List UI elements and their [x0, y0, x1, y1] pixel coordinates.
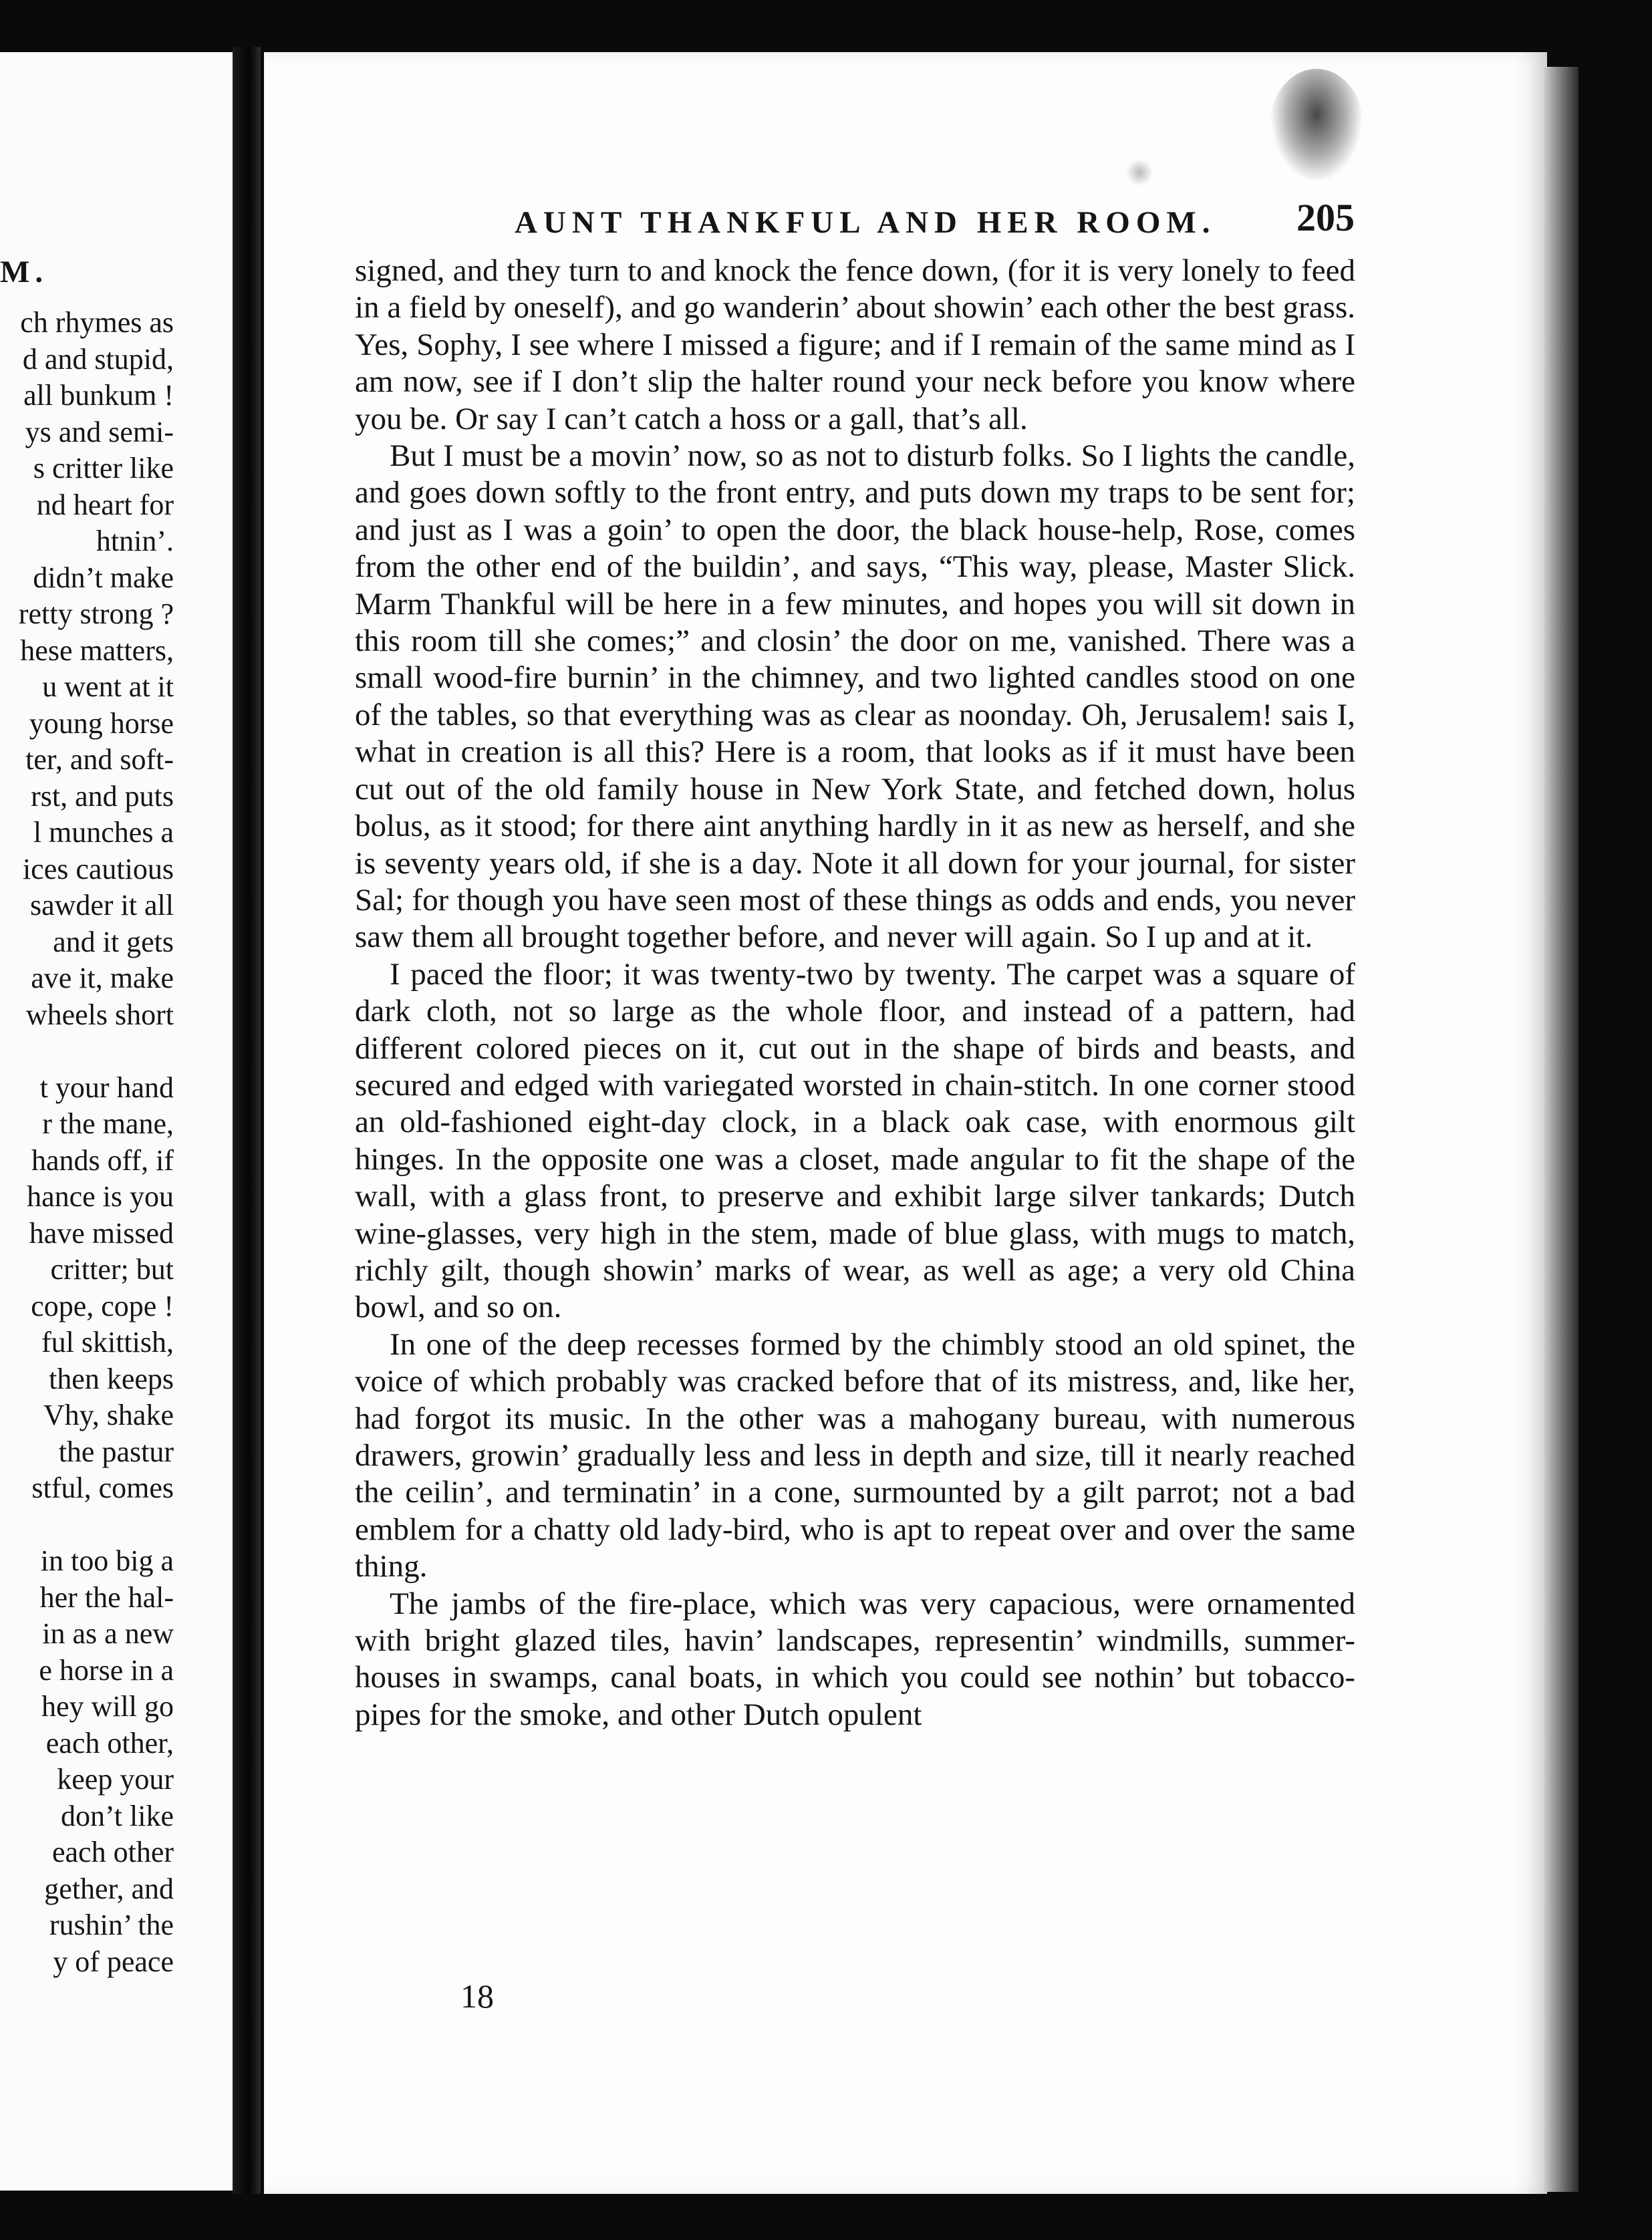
- left-text-line: nd heart for: [36, 488, 174, 521]
- paragraph: signed, and they turn to and knock the fence down, (for it is very lonely to feed in a field by oneself), and go wanderin’ about showin’ each other the best grass. Yes, Sophy, I see where I missed a figure; and if I remain of the same mind as I am now, see if I don’t slip the halter round your neck before you know where you be. Or say I can’t catch a hoss or a gall, that’s all.: [355, 253, 1355, 436]
- left-text-line: each other: [52, 1836, 174, 1868]
- left-text-line: and it gets: [53, 925, 174, 958]
- left-text-line: ys and semi-: [25, 415, 174, 448]
- page-edge-shadow: [1544, 67, 1578, 2192]
- left-page-text: [19, 305, 174, 1980]
- left-text-line: cope, cope !: [31, 1289, 174, 1322]
- paragraph: In one of the deep recesses formed by the chimbly stood an old spinet, the voice of which probably was cracked before that of its mistress, and, like her, had forgot its music. In the other was a mahogany bureau, with numerous drawers, growin’ gradually less and less in depth and size, till it nearly reached the ceilin’, and terminatin’ in a cone, surmounted by a gilt parrot; not a bad emblem for a chatty old lady-bird, who is apt to repeat over and over the same thing.: [355, 1326, 1355, 1584]
- left-text-line: sawder it all: [29, 889, 174, 922]
- left-text-line: young horse: [29, 706, 174, 740]
- left-text-line: the pastur: [58, 1435, 174, 1468]
- left-text-line: l munches a: [33, 816, 174, 849]
- left-text-line: t your hand: [39, 1071, 174, 1104]
- left-running-head: M.: [0, 255, 49, 289]
- right-page: [264, 52, 1547, 2194]
- left-text-line: ices cautious: [22, 852, 174, 885]
- paragraph: But I must be a movin’ now, so as not to disturb folks. So I lights the candle, and goes down softly to the front entry, and puts down my traps to be sent for; and just as I was a goin’ to open the door, the black house-help, Rose, comes from the other end of the buildin’, and says, “This way, please, Master Slick. Marm Thankful will be here in a few minutes, and hopes you will sit down in this room till she comes;” and closin’ the door on me, vanished. There was a small wood-fire burnin’ in the chimney, and two lighted candles stood on one of the tables, so that everything was as clear as noonday. Oh, Jerusalem! sais I, what in creation is all this? Here is a room, that looks as if it must have been cut out of the old family house in New York State, and fetched down, holus bolus, as it stood; for there aint anything hardly in it as new as herself, and she is seventy years old, if she is a day. Note it all down for your journal, for sister Sal; for though you have seen most of these things as odds and ends, you never saw them all brought together before, and never will again. So I up and at it.: [355, 438, 1355, 955]
- left-text-line: hands off, if: [31, 1143, 174, 1177]
- left-text-line: keep your: [57, 1763, 174, 1796]
- left-text-line: didn’t make: [33, 561, 174, 594]
- left-text-line: [19, 1033, 174, 1070]
- left-text-line: wheels short: [25, 998, 174, 1031]
- book-gutter: [233, 47, 261, 2199]
- body-text: [355, 253, 1355, 1733]
- left-text-line: then keeps: [49, 1362, 174, 1395]
- left-text-line: stful, comes: [31, 1472, 174, 1504]
- left-text-line: each other,: [45, 1726, 174, 1760]
- left-page-fragment: [0, 52, 233, 2191]
- left-text-line: gether, and: [44, 1872, 174, 1905]
- left-text-line: ter, and soft-: [25, 743, 174, 776]
- left-text-line: critter; but: [50, 1253, 174, 1286]
- left-text-line: in as a new: [42, 1617, 174, 1650]
- paragraph: I paced the floor; it was twenty-two by twenty. The carpet was a square of dark cloth, not so large as the whole floor, and instead of a pattern, had different colored pieces on it, cut out in the shape of birds and beasts, and secured and edged with variegated worsted in chain-stitch. In one corner stood an old-fashioned eight-day clock, in a black oak case, with enormous gilt hinges. In the opposite one was a closet, made angular to fit the shape of the wall, with a glass front, to preserve and exhibit large silver tankards; Dutch wine-glasses, very high in the stem, made of blue glass, with mugs to match, richly gilt, though showin’ marks of wear, as well as age; a very old China bowl, and so on.: [355, 956, 1355, 1325]
- left-text-line: e horse in a: [39, 1653, 174, 1687]
- left-text-line: her the hal-: [39, 1580, 174, 1614]
- left-text-line: retty strong ?: [18, 597, 174, 630]
- running-head: AUNT THANKFUL AND HER ROOM.: [515, 205, 1216, 240]
- left-text-line: have missed: [29, 1216, 174, 1250]
- left-text-line: [19, 1507, 174, 1544]
- paragraph: The jambs of the fire-place, which was very capacious, were ornamented with bright glazed tiles, havin’ landscapes, representin’ windmills, summer-houses in swamps, canal boats, in which you could see nothin’ but tobacco-pipes for the smoke, and other Dutch opulent: [355, 1586, 1355, 1732]
- left-text-line: rst, and puts: [31, 779, 174, 813]
- left-text-line: htnin’.: [96, 525, 174, 557]
- ink-smudge: [1270, 69, 1363, 182]
- left-text-line: hey will go: [41, 1690, 174, 1723]
- left-text-line: ch rhymes as: [20, 306, 174, 339]
- left-text-line: hance is you: [27, 1180, 174, 1213]
- left-text-line: all bunkum !: [23, 379, 174, 412]
- left-text-line: hese matters,: [20, 634, 174, 667]
- left-text-line: r the mane,: [42, 1107, 174, 1140]
- left-text-line: y of peace: [53, 1945, 174, 1978]
- left-text-line: u went at it: [42, 670, 174, 703]
- left-text-line: ful skittish,: [41, 1326, 174, 1359]
- left-text-line: in too big a: [40, 1544, 174, 1577]
- left-text-line: s critter like: [33, 452, 174, 484]
- left-text-line: Vhy, shake: [43, 1399, 174, 1431]
- left-text-line: rushin’ the: [49, 1909, 174, 1941]
- left-text-line: ave it, make: [31, 962, 174, 994]
- left-text-line: d and stupid,: [22, 342, 174, 376]
- signature-mark: 18: [460, 1977, 494, 2015]
- scan-bottom-margin: [0, 2194, 1652, 2240]
- page-number: 205: [1296, 196, 1355, 239]
- left-text-line: don’t like: [60, 1799, 174, 1832]
- ink-smudge-small: [1126, 159, 1153, 186]
